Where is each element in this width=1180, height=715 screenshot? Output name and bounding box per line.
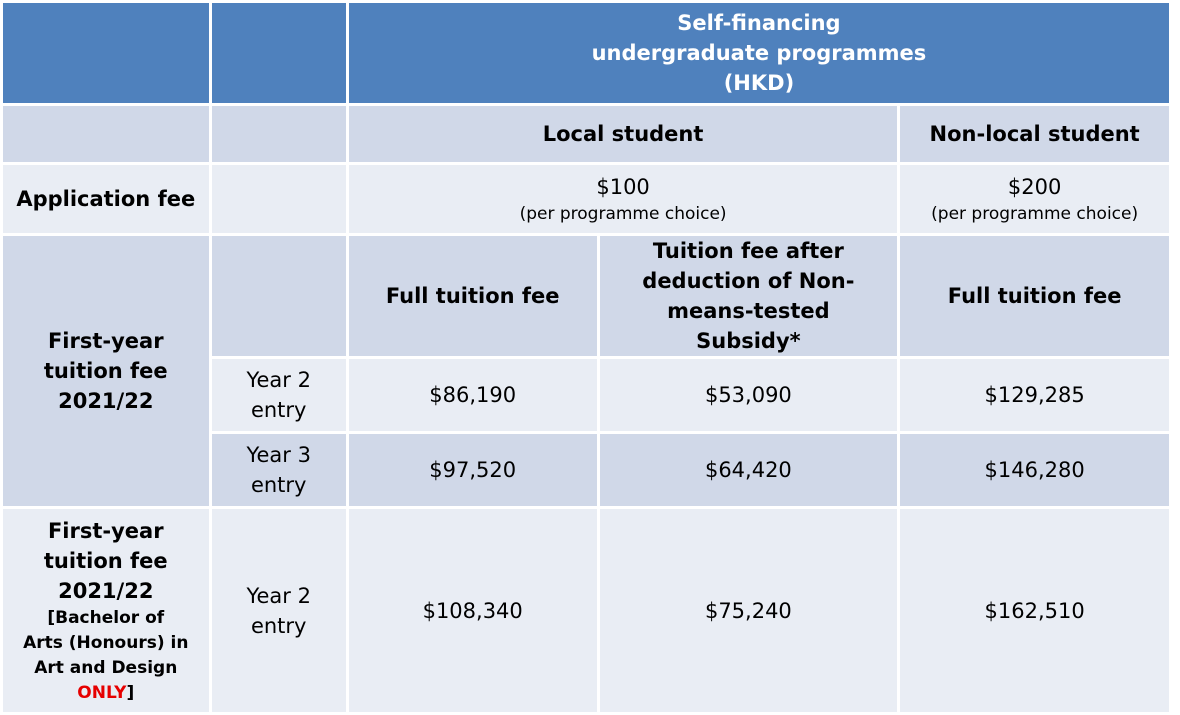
tuition-block2-note-line3: Art and Design [34, 657, 178, 678]
application-fee-local [349, 165, 897, 233]
application-fee-non-local-amount: $200 [1007, 175, 1062, 199]
local-student-header: Local student [349, 106, 897, 162]
tuition-block2-label-line1: First-year [47, 518, 164, 543]
full-tuition-non-local-header: Full tuition fee [900, 236, 1169, 356]
student-type-empty-cell-2 [212, 106, 346, 162]
full-tuition-local-value: $108,340 [349, 509, 597, 712]
only-emphasis: ONLY [77, 682, 127, 703]
full-tuition-non-local-value: $129,285 [900, 359, 1169, 431]
entry-year-line2: entry [250, 613, 307, 638]
table-row [3, 509, 1169, 712]
full-tuition-local-value: $97,520 [349, 434, 597, 506]
application-fee-non-local [900, 165, 1169, 233]
after-subsidy-header: Tuition fee after deduction of Non-means-tested Subsidy* [600, 236, 898, 356]
tuition-block1-label-line2: tuition fee [43, 359, 168, 383]
entry-year-cell [212, 434, 346, 506]
entry-year-cell [212, 359, 346, 431]
non-local-student-header: Non-local student [900, 106, 1169, 162]
after-subsidy-value: $64,420 [600, 434, 898, 506]
tuition-columns-row [3, 236, 1169, 356]
after-subsidy-value: $53,090 [600, 359, 898, 431]
application-fee-empty-cell [212, 165, 346, 233]
entry-year-line1: Year 2 [246, 368, 311, 392]
student-type-row [3, 106, 1169, 162]
application-fee-local-note: (per programme choice) [519, 204, 727, 224]
application-fee-row [3, 165, 1169, 233]
full-tuition-non-local-value: $146,280 [900, 434, 1169, 506]
entry-year-cell [212, 509, 346, 712]
application-fee-label: Application fee [3, 165, 209, 233]
tuition-block1-label-line3: 2021/22 [58, 389, 154, 413]
programme-header [349, 3, 1169, 103]
programme-header-line1: Self-financing [677, 11, 841, 35]
entry-year-line2: entry [250, 398, 307, 422]
application-fee-non-local-note: (per programme choice) [931, 204, 1139, 224]
tuition-block1-label-line1: First-year [47, 329, 164, 353]
programme-header-line2: undergraduate programmes [591, 41, 927, 65]
header-row [3, 3, 1169, 103]
programme-header-line3: (HKD) [723, 71, 795, 95]
tuition-block2-label-line2: tuition fee [43, 548, 168, 573]
tuition-block2-label [3, 509, 209, 712]
application-fee-local-amount: $100 [596, 175, 650, 199]
header-empty-cell-2 [212, 3, 346, 103]
note-close-bracket: ] [126, 682, 135, 703]
full-tuition-local-header: Full tuition fee [349, 236, 597, 356]
after-subsidy-value: $75,240 [600, 509, 898, 712]
entry-year-line1: Year 3 [246, 443, 311, 467]
full-tuition-non-local-value: $162,510 [900, 509, 1169, 712]
tuition-columns-empty-cell [212, 236, 346, 356]
tuition-block2-note-line2: Arts (Honours) in [23, 632, 189, 653]
entry-year-line2: entry [250, 473, 307, 497]
student-type-empty-cell-1 [3, 106, 209, 162]
tuition-block2-label-line3: 2021/22 [58, 578, 154, 603]
tuition-block1-label [3, 236, 209, 506]
full-tuition-local-value: $86,190 [349, 359, 597, 431]
entry-year-line1: Year 2 [246, 583, 311, 608]
tuition-block2-note-line1: [Bachelor of [47, 607, 165, 628]
header-empty-cell-1 [3, 3, 209, 103]
